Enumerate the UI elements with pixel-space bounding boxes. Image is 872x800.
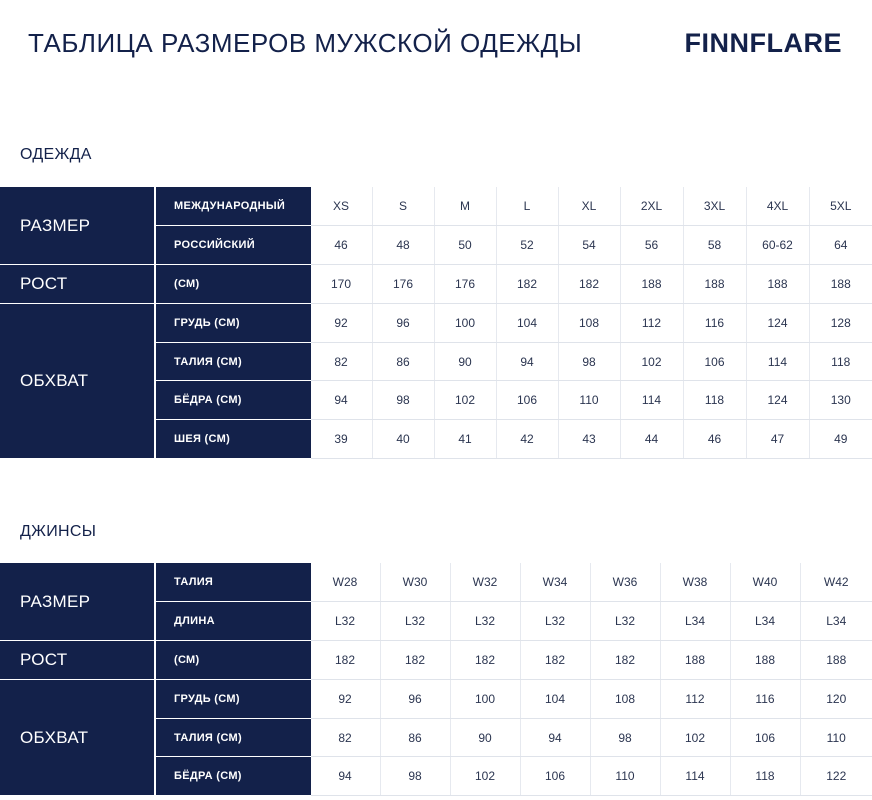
- jeans-size-table: [0, 563, 872, 796]
- table-cell: 86: [372, 342, 434, 381]
- table-cell: W30: [380, 563, 450, 602]
- table-row: [0, 303, 872, 342]
- row-sub-label: ГРУДЬ (СМ): [155, 679, 310, 718]
- table-cell: 90: [434, 342, 496, 381]
- row-sub-label: ТАЛИЯ: [155, 563, 310, 602]
- table-cell: 128: [809, 303, 872, 342]
- table-cell: 56: [620, 226, 683, 265]
- table-cell: 46: [683, 420, 746, 459]
- table-cell: 118: [683, 381, 746, 420]
- row-sub-label: ДЛИНА: [155, 602, 310, 641]
- table-cell: 94: [310, 757, 380, 796]
- table-cell: 104: [520, 679, 590, 718]
- table-row: [0, 563, 872, 602]
- table-cell: 188: [660, 641, 730, 680]
- table-cell: 98: [380, 757, 450, 796]
- table-cell: L32: [310, 602, 380, 641]
- table-cell: 47: [746, 420, 809, 459]
- table-cell: 110: [800, 718, 872, 757]
- table-cell: 94: [520, 718, 590, 757]
- table-cell: W38: [660, 563, 730, 602]
- brand-logo: FINNFLARE: [684, 28, 842, 58]
- section-title-clothing: ОДЕЖДА: [20, 146, 92, 163]
- row-sub-label: РОССИЙСКИЙ: [155, 226, 310, 265]
- table-cell: 110: [558, 381, 620, 420]
- table-cell: 182: [590, 641, 660, 680]
- table-cell: W28: [310, 563, 380, 602]
- table-cell: 110: [590, 757, 660, 796]
- table-cell: 188: [746, 265, 809, 304]
- table-cell: 114: [746, 342, 809, 381]
- table-cell: 41: [434, 420, 496, 459]
- table-cell: 116: [730, 679, 800, 718]
- table-cell: 92: [310, 303, 372, 342]
- table-cell: W42: [800, 563, 872, 602]
- table-cell: L32: [380, 602, 450, 641]
- table-cell: 98: [558, 342, 620, 381]
- table-cell: 94: [496, 342, 558, 381]
- table-cell: 106: [496, 381, 558, 420]
- table-cell: 106: [683, 342, 746, 381]
- table-cell: 124: [746, 303, 809, 342]
- table-cell: L: [496, 187, 558, 226]
- table-cell: 90: [450, 718, 520, 757]
- row-group-label: ОБХВАТ: [0, 303, 155, 458]
- table-cell: 40: [372, 420, 434, 459]
- table-cell: L34: [730, 602, 800, 641]
- row-sub-label: ТАЛИЯ (СМ): [155, 342, 310, 381]
- table-cell: W32: [450, 563, 520, 602]
- table-cell: 98: [372, 381, 434, 420]
- row-sub-label: ТАЛИЯ (СМ): [155, 718, 310, 757]
- table-cell: 100: [450, 679, 520, 718]
- table-cell: 2XL: [620, 187, 683, 226]
- table-cell: 176: [434, 265, 496, 304]
- table-cell: 102: [620, 342, 683, 381]
- table-cell: 100: [434, 303, 496, 342]
- table-cell: 176: [372, 265, 434, 304]
- table-cell: 92: [310, 679, 380, 718]
- table-cell: 98: [590, 718, 660, 757]
- table-cell: 96: [380, 679, 450, 718]
- table-cell: 64: [809, 226, 872, 265]
- table-cell: L32: [450, 602, 520, 641]
- table-cell: 188: [730, 641, 800, 680]
- section-title-jeans: ДЖИНСЫ: [20, 523, 97, 540]
- table-cell: 120: [800, 679, 872, 718]
- table-cell: 39: [310, 420, 372, 459]
- table-cell: XL: [558, 187, 620, 226]
- table-cell: 86: [380, 718, 450, 757]
- table-cell: 106: [730, 718, 800, 757]
- table-cell: 188: [683, 265, 746, 304]
- table-cell: 82: [310, 718, 380, 757]
- table-cell: 108: [590, 679, 660, 718]
- table-cell: XS: [310, 187, 372, 226]
- table-cell: 188: [800, 641, 872, 680]
- table-cell: 170: [310, 265, 372, 304]
- table-cell: 182: [380, 641, 450, 680]
- table-cell: 48: [372, 226, 434, 265]
- row-sub-label: (СМ): [155, 641, 310, 680]
- table-cell: 122: [800, 757, 872, 796]
- table-cell: 182: [310, 641, 380, 680]
- table-cell: L34: [660, 602, 730, 641]
- table-cell: 182: [496, 265, 558, 304]
- row-group-label: РОСТ: [0, 641, 155, 680]
- row-group-label: ОБХВАТ: [0, 679, 155, 795]
- table-cell: 116: [683, 303, 746, 342]
- row-sub-label: ГРУДЬ (СМ): [155, 303, 310, 342]
- table-cell: W36: [590, 563, 660, 602]
- table-cell: 96: [372, 303, 434, 342]
- table-cell: L32: [520, 602, 590, 641]
- row-group-label: РОСТ: [0, 265, 155, 304]
- table-cell: 4XL: [746, 187, 809, 226]
- table-cell: 182: [558, 265, 620, 304]
- table-cell: 182: [450, 641, 520, 680]
- table-cell: 54: [558, 226, 620, 265]
- table-cell: 5XL: [809, 187, 872, 226]
- table-row: [0, 265, 872, 304]
- row-group-label: РАЗМЕР: [0, 563, 155, 641]
- table-cell: 49: [809, 420, 872, 459]
- table-cell: 102: [660, 718, 730, 757]
- row-sub-label: МЕЖДУНАРОДНЫЙ: [155, 187, 310, 226]
- row-group-label: РАЗМЕР: [0, 187, 155, 265]
- table-cell: 108: [558, 303, 620, 342]
- table-cell: L34: [800, 602, 872, 641]
- clothing-size-table: [0, 187, 872, 459]
- table-row: [0, 187, 872, 226]
- row-sub-label: БЁДРА (СМ): [155, 757, 310, 796]
- table-cell: 130: [809, 381, 872, 420]
- table-cell: 118: [730, 757, 800, 796]
- table-cell: 188: [620, 265, 683, 304]
- table-cell: 112: [660, 679, 730, 718]
- table-cell: 102: [450, 757, 520, 796]
- table-cell: 118: [809, 342, 872, 381]
- page-title: ТАБЛИЦА РАЗМЕРОВ МУЖСКОЙ ОДЕЖДЫ: [28, 28, 583, 58]
- table-cell: 50: [434, 226, 496, 265]
- table-cell: 58: [683, 226, 746, 265]
- table-cell: 44: [620, 420, 683, 459]
- table-cell: L32: [590, 602, 660, 641]
- row-sub-label: ШЕЯ (СМ): [155, 420, 310, 459]
- table-cell: 3XL: [683, 187, 746, 226]
- table-cell: 43: [558, 420, 620, 459]
- table-cell: 112: [620, 303, 683, 342]
- table-cell: 114: [620, 381, 683, 420]
- table-cell: 42: [496, 420, 558, 459]
- table-cell: W40: [730, 563, 800, 602]
- table-cell: 46: [310, 226, 372, 265]
- table-cell: 60-62: [746, 226, 809, 265]
- table-row: [0, 679, 872, 718]
- table-cell: 124: [746, 381, 809, 420]
- table-cell: M: [434, 187, 496, 226]
- table-cell: 106: [520, 757, 590, 796]
- table-cell: 52: [496, 226, 558, 265]
- table-cell: 102: [434, 381, 496, 420]
- table-cell: 114: [660, 757, 730, 796]
- table-cell: 182: [520, 641, 590, 680]
- table-cell: 104: [496, 303, 558, 342]
- table-cell: S: [372, 187, 434, 226]
- table-cell: 94: [310, 381, 372, 420]
- row-sub-label: БЁДРА (СМ): [155, 381, 310, 420]
- table-row: [0, 641, 872, 680]
- table-cell: 188: [809, 265, 872, 304]
- table-cell: W34: [520, 563, 590, 602]
- row-sub-label: (СМ): [155, 265, 310, 304]
- table-cell: 82: [310, 342, 372, 381]
